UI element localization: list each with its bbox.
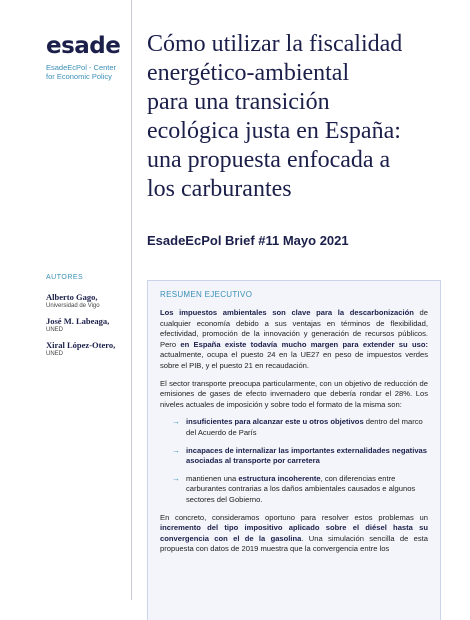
body-text: dentro del marco del Acuerdo de París xyxy=(186,417,423,437)
title-line-1: Cómo utilizar la fiscalidad xyxy=(147,31,403,57)
center-name xyxy=(46,63,126,81)
arrow-right-icon: → xyxy=(172,417,180,427)
summary-paragraph-3 xyxy=(160,513,428,555)
executive-summary-box xyxy=(147,280,441,620)
summary-paragraph-1 xyxy=(160,308,428,372)
bold-text: Los impuestos ambientales son clave para la descarbonización xyxy=(160,308,414,317)
bold-text: incapaces de internalizar las importantes externalidades negativas asociadas al transporte por carretera xyxy=(186,445,427,466)
summary-heading: RESUMEN EJECUTIVO xyxy=(160,290,253,299)
author-affiliation: UNED xyxy=(46,327,64,333)
title-line-4: ecológica justa en España: xyxy=(147,118,401,144)
body-text: . Una simulación sencilla de esta propuesta con datos de 2019 muestra que la convergencia entre los xyxy=(160,533,428,554)
bullet-text xyxy=(174,474,428,506)
list-item xyxy=(160,417,428,438)
bold-text: en España existe todavía mucho margen para extender su uso: xyxy=(180,339,429,349)
title-line-6: los carburantes xyxy=(147,176,292,202)
author-name: José M. Labeaga, xyxy=(46,316,110,326)
title-line-5: una propuesta enfocada a xyxy=(147,147,391,173)
authors-heading: AUTORES xyxy=(46,274,84,281)
title-line-3: para una transición xyxy=(147,89,330,115)
bold-text: incremento del tipo impositivo aplicado sobre el diésel hasta su convergencia con el de la gasolina xyxy=(160,523,428,543)
list-item xyxy=(160,474,428,506)
body-text: , con diferencias entre carburantes contrarias a los daños ambientales causados e algunos sectores del Gobierno. xyxy=(186,473,416,504)
bullet-text xyxy=(174,417,428,438)
center-line-2: for Economic Policy xyxy=(46,72,112,81)
document-title xyxy=(147,30,463,204)
arrow-right-icon: → xyxy=(172,445,180,455)
center-line-1: EsadeEcPol - Center xyxy=(46,63,117,72)
arrow-right-icon: → xyxy=(172,473,180,483)
author-affiliation: Universidad de Vigo xyxy=(46,303,100,309)
author-name: Alberto Gago, xyxy=(46,292,98,302)
summary-bullet-list xyxy=(160,417,428,505)
body-text: actualmente, ocupa el puesto 24 en la UE27 en peso de impuestos verdes sobre el PIB, y el puesto 21 en recaudación. xyxy=(160,350,428,370)
author-2 xyxy=(46,316,128,334)
column-divider xyxy=(131,0,132,600)
list-item xyxy=(160,446,428,467)
author-3 xyxy=(46,340,128,358)
author-affiliation: UNED xyxy=(46,351,64,357)
sidebar xyxy=(0,0,131,600)
esade-logo: esade xyxy=(46,33,121,59)
author-1 xyxy=(46,292,128,310)
summary-paragraph-2: El sector transporte preocupa particularmente, con un objetivo de reducción de emisiones de gases de efecto invernadero que debería rondar el 28%. Los niveles actuales de imposición y sobre todo el formato de la misma son: xyxy=(160,378,428,409)
body-text: En concreto, consideramos oportuno para resolver estos problemas un xyxy=(160,512,428,522)
bold-text: estructura incoherente xyxy=(238,473,321,483)
author-name: Xiral López-Otero, xyxy=(46,340,116,350)
brief-subtitle: EsadeEcPol Brief #11 Mayo 2021 xyxy=(147,233,349,248)
body-text: de cualquier economía debido a sus ventajas en términos de flexibilidad, efectividad, promoción de la innovación y generación de recursos públicos. Pero xyxy=(160,308,428,349)
bold-text: insuficientes para alcanzar este u otros objetivos xyxy=(186,417,364,427)
bullet-text xyxy=(174,446,428,467)
title-line-2: energético-ambiental xyxy=(147,60,350,86)
body-text: mantienen una xyxy=(186,473,239,483)
